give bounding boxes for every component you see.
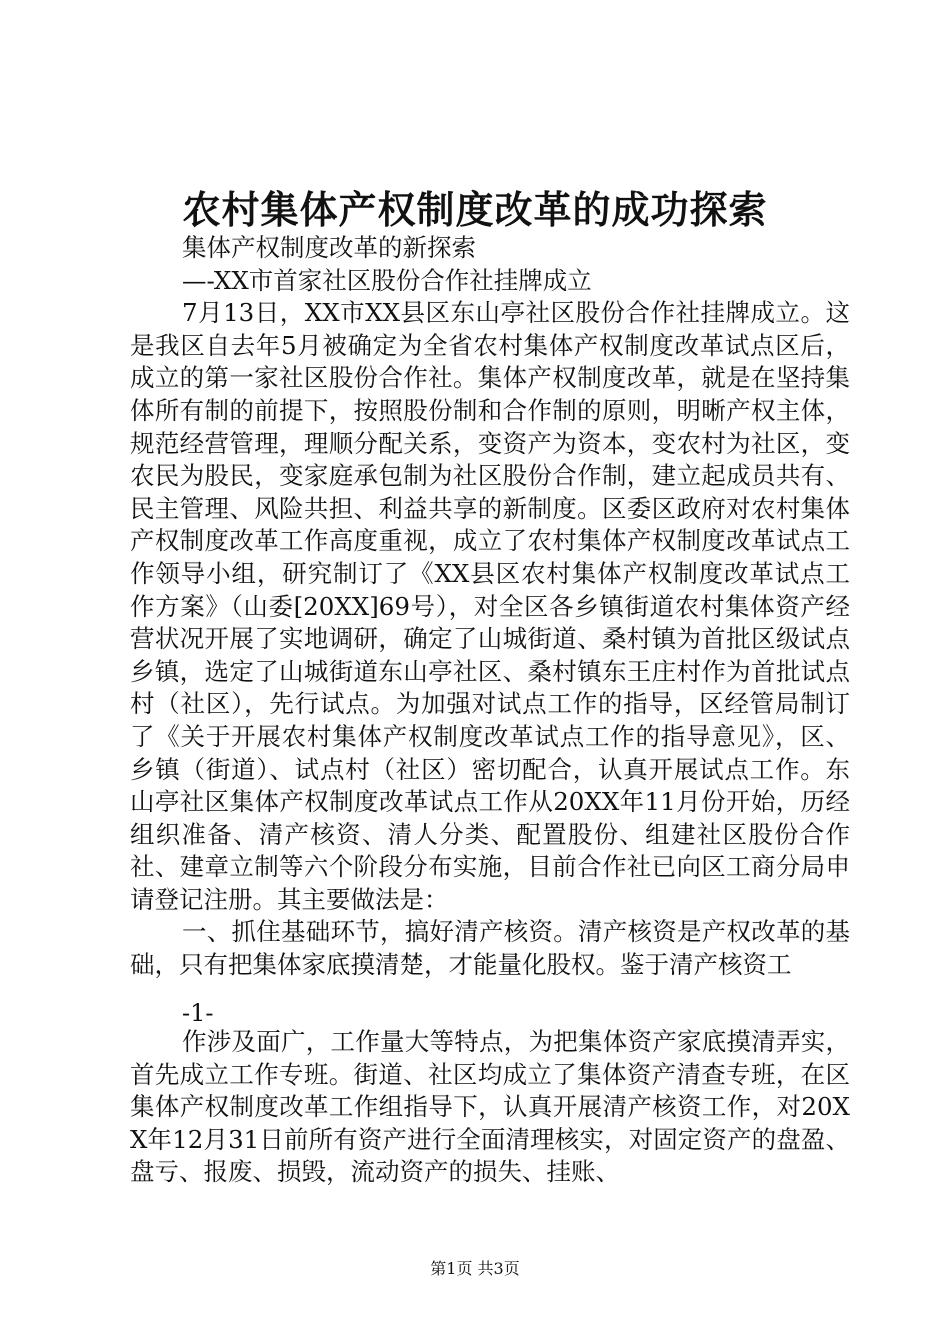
document-title: 农村集体产权制度改革的成功探索 <box>182 187 768 232</box>
paragraph-2: 一、抓住基础环节，搞好清产核资。清产核资是产权改革的基础，只有把集体家底摸清楚，才能量化股权。鉴于清产核资工 <box>130 917 850 980</box>
document-body-continued <box>130 1026 850 1189</box>
inline-page-marker: -1- <box>182 999 214 1027</box>
subtitle: 集体产权制度改革的新探索 <box>182 233 476 262</box>
paragraph-1: 7月13日，XX市XX县区东山亭社区股份合作社挂牌成立。这是我区自去年5月被确定为全省农村集体产权制度改革试点区后，成立的第一家社区股份合作社。集体产权制度改革，就是在坚持集体所有制的前提下，按照股份制和合作制的原则，明晰产权主体，规范经营管理，理顺分配关系，变资产为资本，变农村为社区，变农民为股民，变家庭承包制为社区股份合作制，建立起成员共有、民主管理、风险共担、利益共享的新制度。区委区政府对农村集体产权制度改革工作高度重视，成立了农村集体产权制度改革试点工作领导小组，研究制订了《XX县区农村集体产权制度改革试点工作方案》（山委[20XX]69号），对全区各乡镇街道农村集体资产经营状况开展了实地调研，确定了山城街道、桑村镇为首批区级试点乡镇，选定了山城街道东山亭社区、桑村镇东王庄村作为首批试点村（社区），先行试点。为加强对试点工作的指导，区经管局制订了《关于开展农村集体产权制度改革试点工作的指导意见》，区、乡镇（街道）、试点村（社区）密切配合，认真开展试点工作。东山亭社区集体产权制度改革试点工作从20XX年11月份开始，历经组织准备、清产核资、清人分类、配置股份、组建社区股份合作社、建章立制等六个阶段分布实施，目前合作社已向区工商分局申请登记注册。其主要做法是： <box>130 298 850 914</box>
paragraph-3: 作涉及面广，工作量大等特点，为把集体资产家底摸清弄实，首先成立工作专班。街道、社区均成立了集体资产清查专班，在区集体产权制度改革工作组指导下，认真开展清产核资工作，对20XX年12月31日前所有资产进行全面清理核实，对固定资产的盘盈、盘亏、报废、损毁，流动资产的损失、挂账、 <box>130 1027 850 1187</box>
page-footer: 第1页 共3页 <box>430 1259 520 1278</box>
document-body <box>130 232 850 982</box>
subtitle-secondary: —-XX市首家社区股份合作社挂牌成立 <box>182 265 592 295</box>
